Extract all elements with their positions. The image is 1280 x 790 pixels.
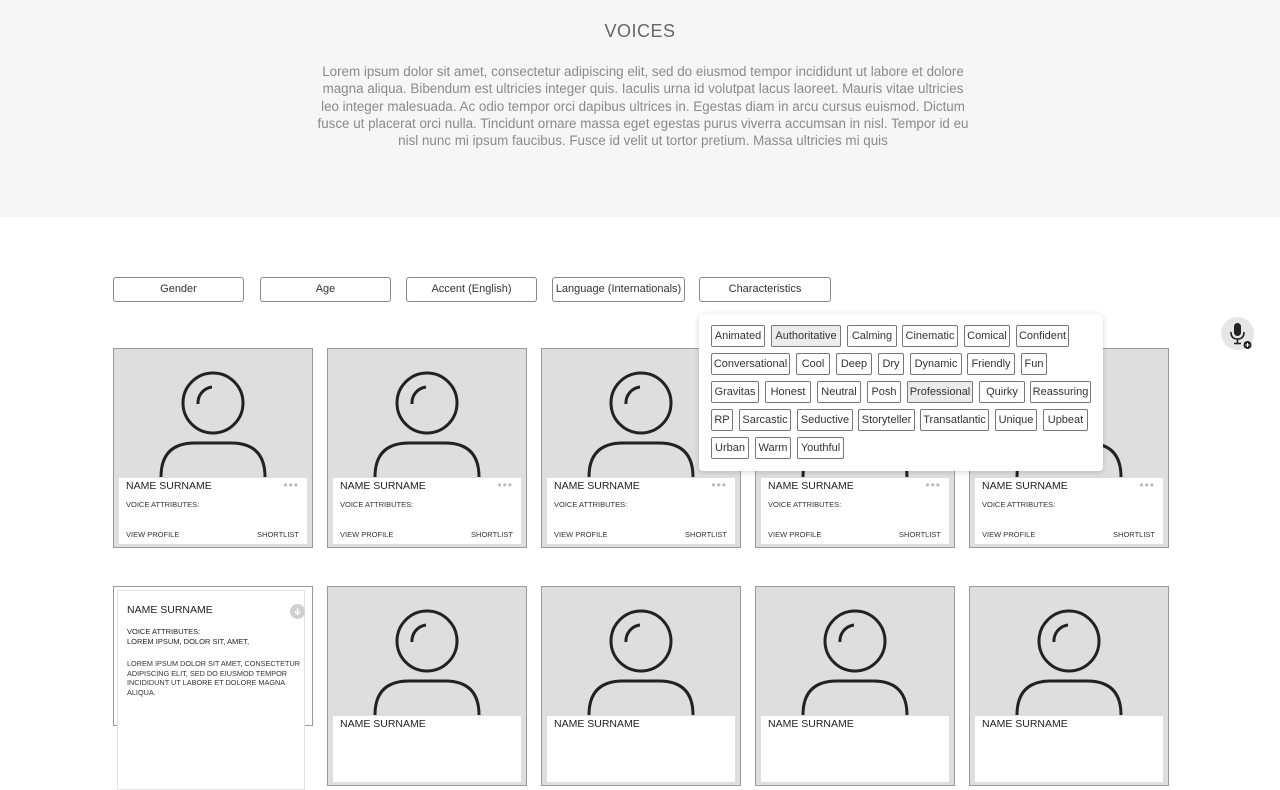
more-options-icon[interactable]: ••• <box>497 478 513 492</box>
characteristics-dropdown <box>699 314 1103 471</box>
shortlist-link[interactable]: SHORTLIST <box>899 530 941 539</box>
view-profile-link[interactable]: VIEW PROFILE <box>554 530 608 539</box>
chip-honest[interactable]: Honest <box>765 381 811 403</box>
chip-professional[interactable]: Professional <box>907 381 973 403</box>
voice-name: NAME SURNAME <box>126 480 212 492</box>
voice-blurb: LOREM IPSUM DOLOR SIT AMET, CONSECTETUR ADIPISCING ELIT, SED DO EIUSMOD TEMPOR INCIDIDUNT UT LABORE ET DOLORE MAGNA ALIQUA. <box>127 659 300 697</box>
expanded-card-content <box>117 590 305 790</box>
person-silhouette-icon <box>756 587 954 715</box>
voice-card[interactable] <box>327 586 527 786</box>
chip-conversational[interactable]: Conversational <box>711 353 790 375</box>
view-profile-link[interactable]: VIEW PROFILE <box>126 530 180 539</box>
view-profile-link[interactable]: VIEW PROFILE <box>340 530 394 539</box>
view-profile-link[interactable]: VIEW PROFILE <box>982 530 1036 539</box>
chip-gravitas[interactable]: Gravitas <box>711 381 759 403</box>
chip-unique[interactable]: Unique <box>995 409 1037 431</box>
voice-attributes-label: VOICE ATTRIBUTES: <box>982 500 1056 509</box>
chip-dry[interactable]: Dry <box>878 353 904 375</box>
person-silhouette-icon <box>542 587 740 715</box>
chip-reassuring[interactable]: Reassuring <box>1030 381 1091 403</box>
card-info <box>547 478 735 544</box>
voice-card-expanded[interactable] <box>113 586 313 726</box>
chip-posh[interactable]: Posh <box>867 381 901 403</box>
chip-calming[interactable]: Calming <box>847 325 897 347</box>
chip-upbeat[interactable]: Upbeat <box>1043 409 1088 431</box>
voice-name: NAME SURNAME <box>554 718 640 730</box>
person-silhouette-icon <box>328 349 526 477</box>
voice-attributes-label: VOICE ATTRIBUTES: <box>126 500 200 509</box>
hero-section <box>0 0 1280 217</box>
chip-neutral[interactable]: Neutral <box>817 381 861 403</box>
view-profile-link[interactable]: VIEW PROFILE <box>768 530 822 539</box>
voice-name: NAME SURNAME <box>340 718 426 730</box>
chip-authoritative[interactable]: Authoritative <box>771 325 841 347</box>
chevron-down-circle-icon[interactable] <box>290 604 305 619</box>
chip-seductive[interactable]: Seductive <box>797 409 853 431</box>
card-info <box>547 716 735 782</box>
voice-attributes-value: LOREM IPSUM, DOLOR SIT, AMET, <box>127 637 250 646</box>
shortlist-link[interactable]: SHORTLIST <box>471 530 513 539</box>
more-options-icon[interactable]: ••• <box>711 478 727 492</box>
chip-friendly[interactable]: Friendly <box>967 353 1015 375</box>
chip-dynamic[interactable]: Dynamic <box>910 353 962 375</box>
chip-fun[interactable]: Fun <box>1021 353 1047 375</box>
chip-rp[interactable]: RP <box>711 409 733 431</box>
chip-cinematic[interactable]: Cinematic <box>902 325 958 347</box>
voice-card[interactable] <box>327 348 527 548</box>
chip-confident[interactable]: Confident <box>1016 325 1069 347</box>
card-info <box>975 716 1163 782</box>
chip-transatlantic[interactable]: Transatlantic <box>920 409 989 431</box>
voice-attributes-label: VOICE ATTRIBUTES: <box>554 500 628 509</box>
shortlist-link[interactable]: SHORTLIST <box>1113 530 1155 539</box>
more-options-icon[interactable]: ••• <box>1139 478 1155 492</box>
person-silhouette-icon <box>114 349 312 477</box>
shortlist-link[interactable]: SHORTLIST <box>257 530 299 539</box>
card-info <box>761 716 949 782</box>
person-silhouette-icon <box>970 587 1168 715</box>
card-info <box>119 478 307 544</box>
filter-language-button[interactable]: Language (Internationals) <box>552 277 685 302</box>
chip-warm[interactable]: Warm <box>755 437 791 459</box>
voice-name: NAME SURNAME <box>768 480 854 492</box>
voice-attributes-label: VOICE ATTRIBUTES: <box>340 500 414 509</box>
card-info <box>975 478 1163 544</box>
chip-youthful[interactable]: Youthful <box>797 437 844 459</box>
shortlist-link[interactable]: SHORTLIST <box>685 530 727 539</box>
voice-attributes-label: VOICE ATTRIBUTES: <box>768 500 842 509</box>
voice-name: NAME SURNAME <box>982 718 1068 730</box>
voice-name: NAME SURNAME <box>982 480 1068 492</box>
chip-storyteller[interactable]: Storyteller <box>858 409 915 431</box>
person-silhouette-icon <box>328 587 526 715</box>
card-info <box>333 716 521 782</box>
voice-attributes-label: VOICE ATTRIBUTES: <box>127 627 201 636</box>
chip-deep[interactable]: Deep <box>836 353 872 375</box>
voice-name: NAME SURNAME <box>554 480 640 492</box>
page-title: VOICES <box>604 21 676 41</box>
filter-characteristics-button[interactable]: Characteristics <box>699 277 831 302</box>
voice-attributes <box>127 627 307 647</box>
voice-card[interactable] <box>541 586 741 786</box>
card-info <box>761 478 949 544</box>
filter-accent-button[interactable]: Accent (English) <box>406 277 537 302</box>
card-info <box>333 478 521 544</box>
chip-quirky[interactable]: Quirky <box>979 381 1025 403</box>
microphone-add-icon[interactable] <box>1221 317 1254 350</box>
voice-card[interactable] <box>113 348 313 548</box>
voice-card[interactable] <box>969 586 1169 786</box>
more-options-icon[interactable]: ••• <box>925 478 941 492</box>
voice-card[interactable] <box>755 586 955 786</box>
chip-animated[interactable]: Animated <box>711 325 765 347</box>
voice-name: NAME SURNAME <box>768 718 854 730</box>
chip-urban[interactable]: Urban <box>711 437 749 459</box>
filter-gender-button[interactable]: Gender <box>113 277 244 302</box>
chip-sarcastic[interactable]: Sarcastic <box>739 409 791 431</box>
voice-name: NAME SURNAME <box>127 604 213 616</box>
voice-name: NAME SURNAME <box>340 480 426 492</box>
chip-comical[interactable]: Comical <box>964 325 1010 347</box>
filter-age-button[interactable]: Age <box>260 277 391 302</box>
more-options-icon[interactable]: ••• <box>283 478 299 492</box>
chip-cool[interactable]: Cool <box>796 353 830 375</box>
page-description: Lorem ipsum dolor sit amet, consectetur adipiscing elit, sed do eiusmod tempor incididunt ut labore et dolore magna aliqua. Bibendum est ultricies integer quis. Iaculis urna id volutpat lacus laoreet. Mauris vitae ultricies leo integer malesuada. Ac odio tempor orci dapibus ultrices in. Egestas diam in arcu cursus euismod. Dictum fusce ut placerat orci nulla. Tincidunt ornare massa eget egestas purus viverra accumsan in nisl. Tempor id eu nisl nunc mi ipsum faucibus. Fusce id velit ut tortor pretium. Massa ultricies mi quis <box>317 64 969 149</box>
